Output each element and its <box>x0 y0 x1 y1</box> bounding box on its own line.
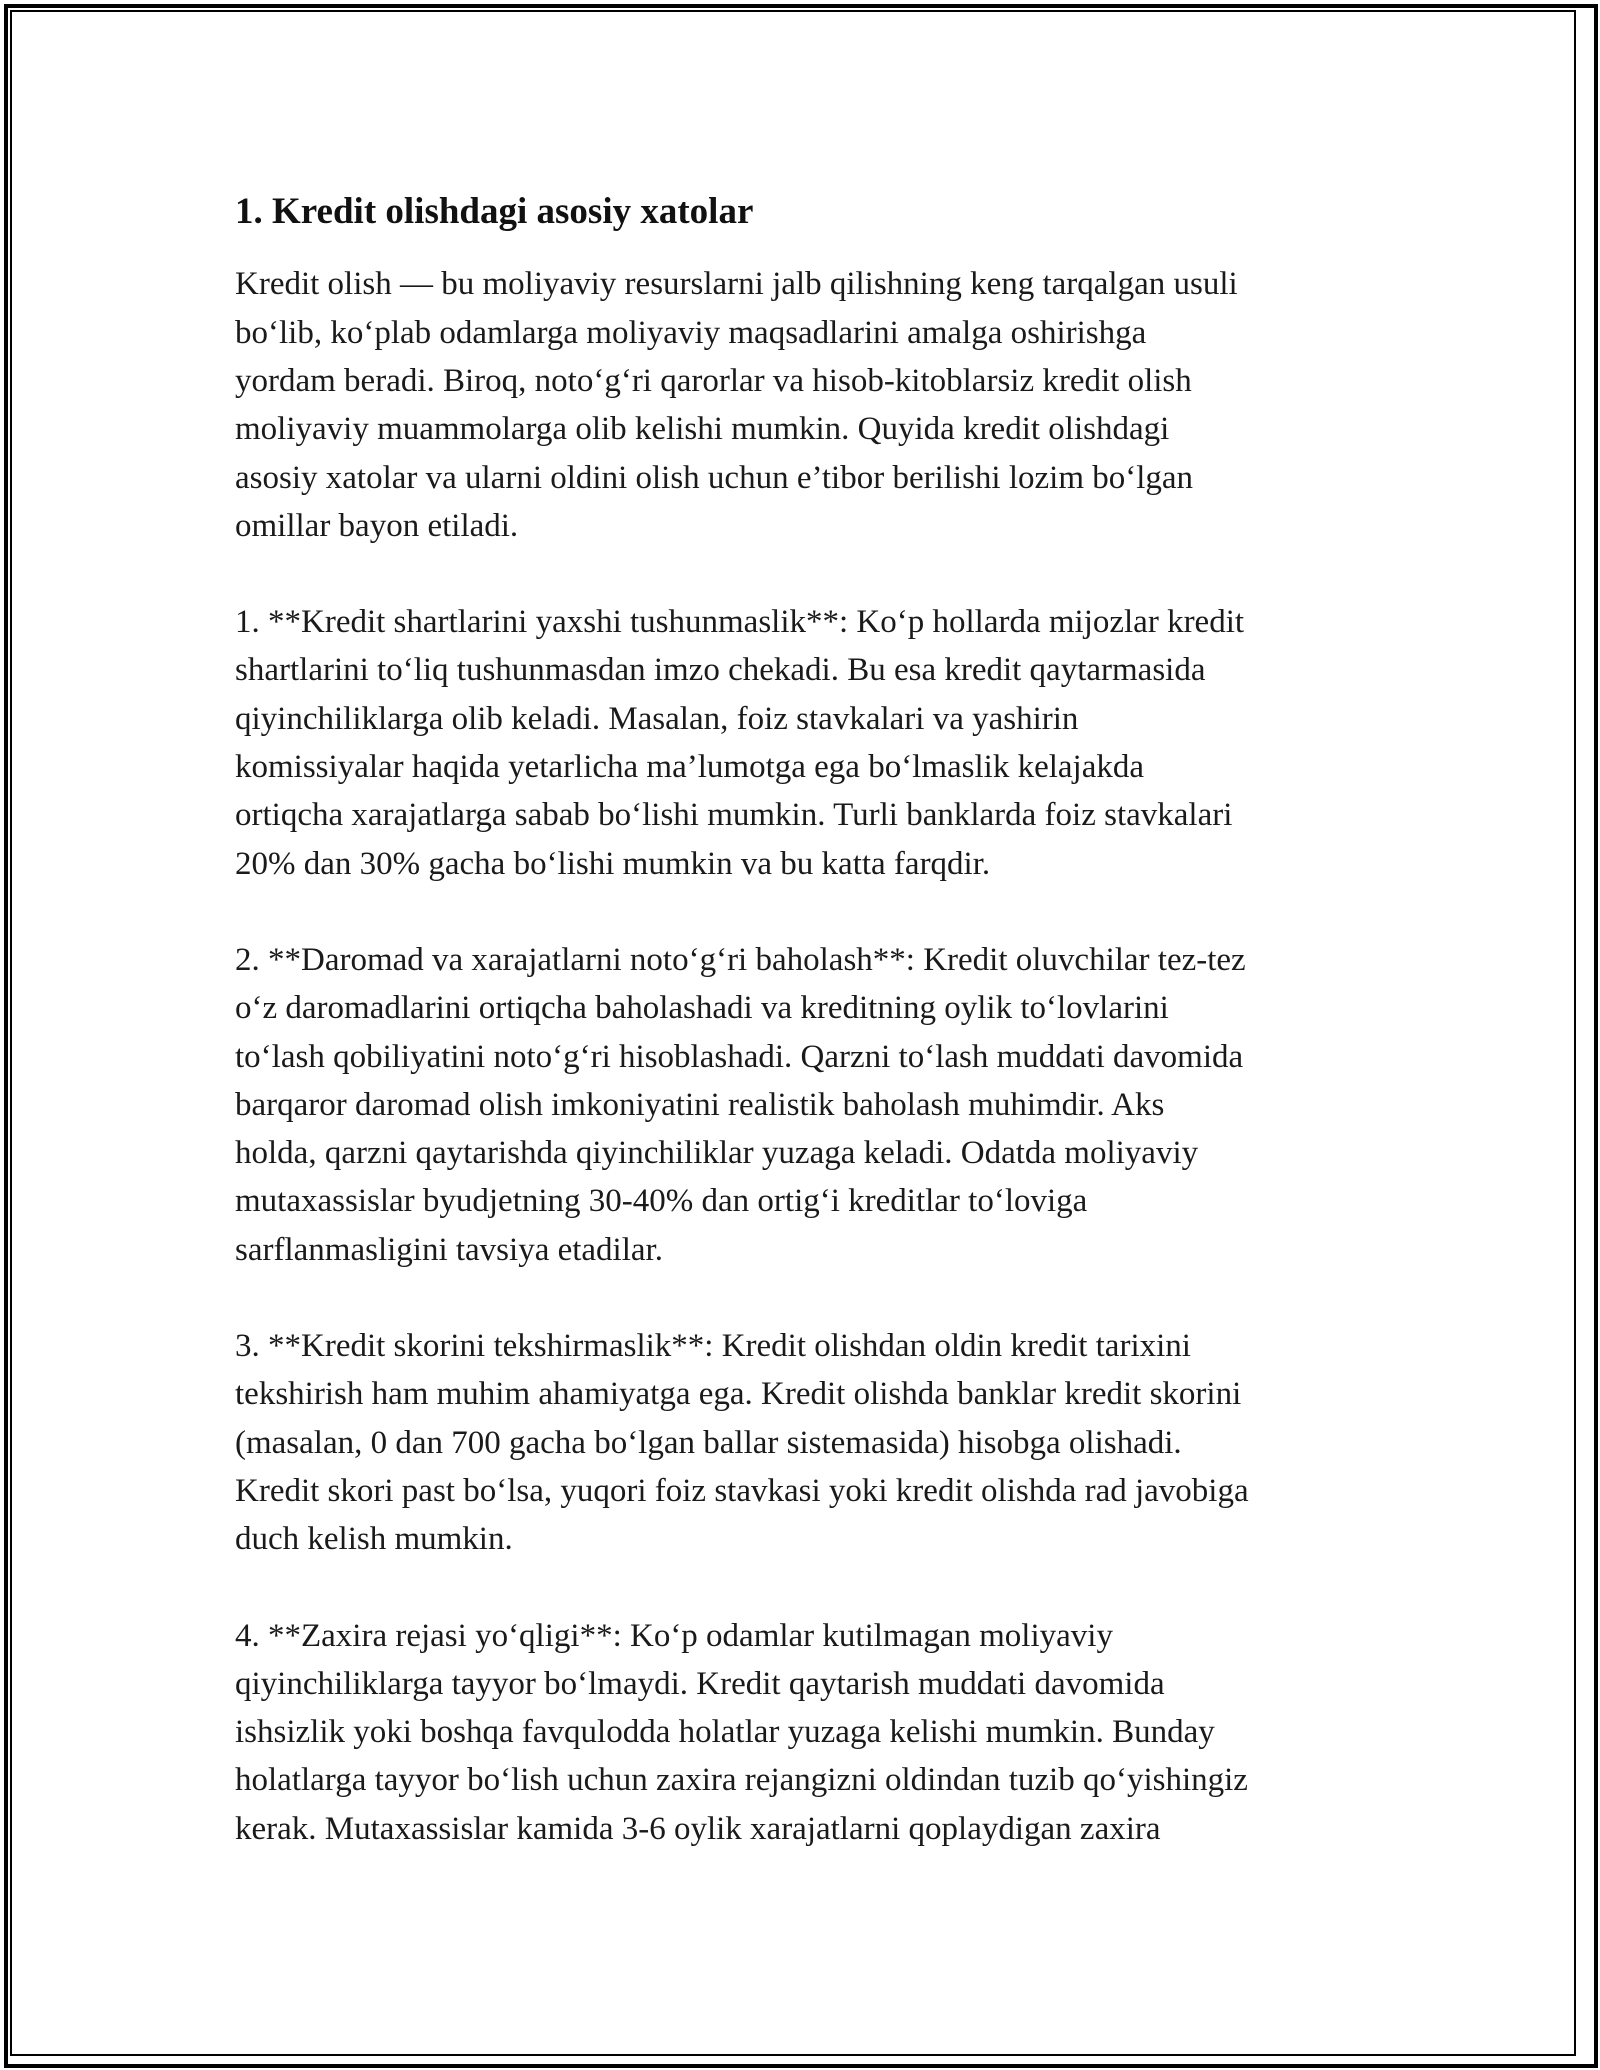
point-1-paragraph: 1. **Kredit shartlarini yaxshi tushunmaslik**: Ko‘p hollarda mijozlar kredit shartlarini to‘liq tushunmasdan imzo chekadi. Bu esa kredit qaytarmasida qiyinchiliklarga olib keladi. Masalan, foiz stavkalari va yashirin komissiyalar haqida yetarlicha ma’lumotga ega bo‘lmaslik kelajakda ortiqcha xarajatlarga sabab bo‘lishi mumkin. Turli banklarda foiz stavkalari 20% dan 30% gacha bo‘lishi mumkin va bu katta farqdir. <box>235 604 1245 882</box>
intro-paragraph: Kredit olish — bu moliyaviy resurslarni jalb qilishning keng tarqalgan usuli bo‘lib, ko‘plab odamlarga moliyaviy maqsadlarini amalga oshirishga yordam beradi. Biroq, noto‘g‘ri qarorlar va hisob-kitoblarsiz kredit olish moliyaviy muammolarga olib kelishi mumkin. Quyida kredit olishdagi asosiy xatolar va ularni oldini olish uchun e’tibor berilishi lozim bo‘lgan omillar bayon etiladi. <box>235 266 1238 544</box>
section-heading: 1. Kredit olishdagi asosiy xatolar <box>235 191 754 232</box>
point-3-paragraph: 3. **Kredit skorini tekshirmaslik**: Kredit olishdan oldin kredit tarixini tekshirish ham muhim ahamiyatga ega. Kredit olishda banklar kredit skorini (masalan, 0 dan 700 gacha bo‘lgan ballar sistemasida) hisobga olishadi. Kredit skori past bo‘lsa, yuqori foiz stavkasi yoki kredit olishda rad javobiga duch kelish mumkin. <box>235 1328 1249 1558</box>
point-4-paragraph: 4. **Zaxira rejasi yo‘qligi**: Ko‘p odamlar kutilmagan moliyaviy qiyinchiliklarga tayyor bo‘lmaydi. Kredit qaytarish muddati davomida ishsizlik yoki boshqa favqulodda holatlar yuzaga kelishi mumkin. Bunday holatlarga tayyor bo‘lish uchun zaxira rejangizni oldindan tuzib qo‘yishingiz kerak. Mutaxassislar kamida 3-6 oylik xarajatlarni qoplaydigan zaxira <box>235 1617 1248 1847</box>
point-2-paragraph: 2. **Daromad va xarajatlarni noto‘g‘ri baholash**: Kredit oluvchilar tez-tez o‘z daromadlarini ortiqcha baholashadi va kreditning oylik to‘lovlarini to‘lash qobiliyatini noto‘g‘ri hisoblashadi. Qarzni to‘lash muddati davomida barqaror daromad olish imkoniyatini realistik baholash muhimdir. Aks holda, qarzni qaytarishda qiyinchiliklar yuzaga keladi. Odatda moliyaviy mutaxassislar byudjetning 30-40% dan ortig‘i kreditlar to‘loviga sarflanmasligini tavsiya etadilar. <box>235 941 1246 1268</box>
document-body <box>235 180 1365 1901</box>
